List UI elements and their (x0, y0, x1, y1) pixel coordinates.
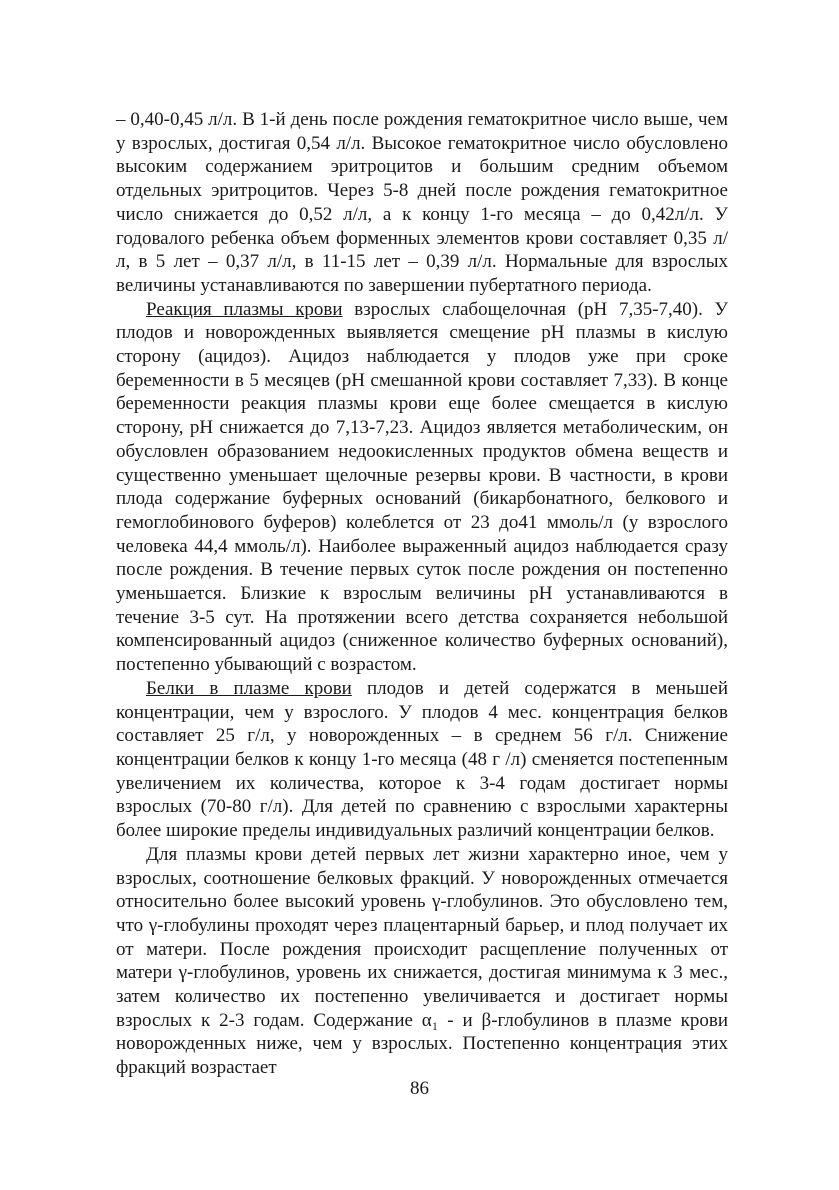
paragraph-2-underlined: Реакция плазмы крови (146, 298, 343, 320)
paragraph-1 (116, 108, 728, 298)
paragraph-4 (116, 843, 728, 1080)
paragraph-3-text: плодов и детей содержатся в меньшей концентрации, чем у взрослого. У плодов 4 мес. концентрация белков составляет 25 г/л, у новорожденных – в среднем 56 г/л. Снижение концентрации белков к концу 1-го месяца (48 г /л) сменяется постепенным увеличением их количества, которое к 3-4 годам достигает нормы взрослых (70-80 г/л). Для детей по сравнению с взрослыми характерны более широкие пределы индивидуальных различий концентрации белков. (116, 677, 729, 842)
page-number: 86 (410, 1078, 429, 1099)
paragraph-2-text: взрослых слабощелочная (рН 7,35-7,40). У плодов и новорожденных выявляется смещение рН плазмы в кислую сторону (ацидоз). Ацидоз наблюдается у плодов уже при сроке беременности в 5 месяцев (рН смешанной крови составляет 7,33). В конце беременности реакция плазмы крови еще более смещается в кислую сторону, рН снижается до 7,13-7,23. Ацидоз является метаболическим, он обусловлен образованием недоокисленных продуктов обмена веществ и существенно уменьшает щелочные резервы крови. В частности, в крови плода содержание буферных оснований (бикарбонатного, белкового и гемоглобинового буферов) колеблется от 23 до41 ммоль/л (у взрослого человека 44,4 ммоль/л). Наиболее выраженный ацидоз наблюдается сразу после рождения. В течение первых суток после рождения он постепенно уменьшается. Близкие к взрослым величины рН устанавливаются в течение 3-5 сут. На протяжении всего детства сохраняется небольшой компенсированный ацидоз (сниженное количество буферных оснований), постепенно убывающий с возрастом. (116, 298, 729, 676)
page-text (116, 108, 728, 1080)
paragraph-1-text: – 0,40-0,45 л/л. В 1-й день после рождения гематокритное число выше, чем у взрослых, достигая 0,54 л/л. Высокое гематокритное число обусловлено высоким содержанием эритроцитов и большим средним объемом отдельных эритроцитов. Через 5-8 дней после рождения гематокритное число снижается до 0,52 л/л, а к концу 1-го месяца – до 0,42л/л. У годовалого ребенка объем форменных элементов крови составляет 0,35 л/л, в 5 лет – 0,37 л/л, в 11-15 лет – 0,39 л/л. Нормальные для взрослых величины устанавливаются по завершении пубертатного периода. (116, 109, 728, 296)
paragraph-4-text: Для плазмы крови детей первых лет жизни характерно иное, чем у взрослых, соотношение белковых фракций. У новорожденных отмечается относительно более высокий уровень γ-глобулинов. Это обусловлено тем, что γ-глобулины проходят через плацентарный барьер, и плод получает их от матери. После рождения происходит расщепление полученных от матери γ-глобулинов, уровень их снижается, достигая минимума к 3 мес., затем количество их постепенно увеличивается и достигает нормы взрослых к 2-3 годам. Содержание α₁ - и β-глобулинов в плазме крови новорожденных ниже, чем у взрослых. Постепенно концентрация этих фракций возрастает (116, 843, 728, 1079)
paragraph-3-underlined: Белки в плазме крови (146, 677, 352, 699)
paragraph-2 (116, 298, 728, 677)
paragraph-3 (116, 677, 728, 843)
